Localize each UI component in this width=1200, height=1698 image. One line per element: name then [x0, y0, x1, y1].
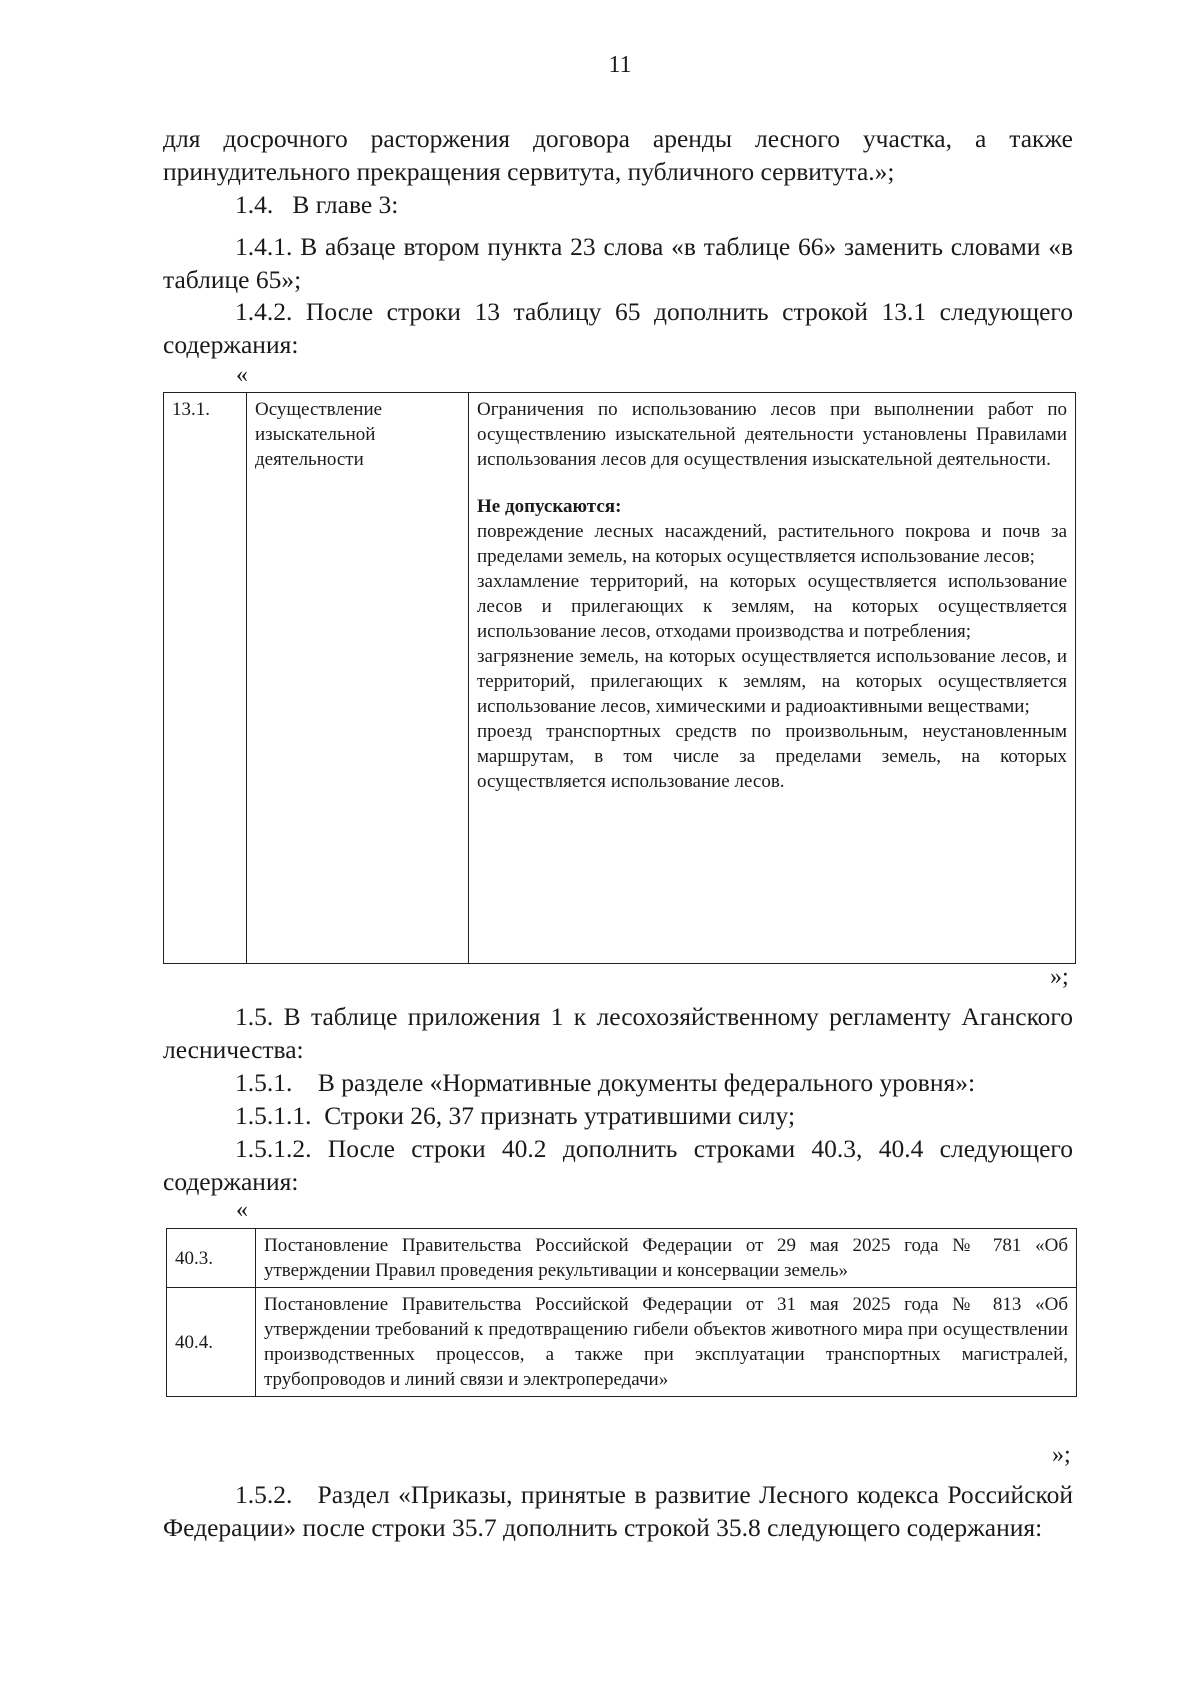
paragraph-1-5-1-1: 1.5.1.1. Строки 26, 37 признать утратившими силу;	[235, 1101, 796, 1130]
table2-text-cell: Постановление Правительства Российской Федерации от 29 мая 2025 года № 781 «Об утверждении Правил проведения рекультивации и консервации земель»	[256, 1229, 1077, 1288]
table1-item: захламление территорий, на которых осуществляется использование лесов и прилегающих к землям, на которых осуществляется использование лесов, отходами производства и потребления;	[477, 571, 1067, 642]
open-quote-table1: «	[236, 362, 248, 388]
page-number: 11	[608, 52, 632, 78]
paragraph-1-4: 1.4. В главе 3:	[235, 190, 399, 219]
open-quote-table2: «	[236, 1197, 248, 1223]
paragraph-1-4-2: 1.4.2. После строки 13 таблицу 65 дополнить строкой 13.1 следующего содержания:	[163, 297, 1073, 359]
table1-rules-cell	[469, 393, 1076, 964]
table-row	[167, 1229, 1077, 1288]
close-quote-table2: »;	[1052, 1442, 1071, 1468]
table1-item: повреждение лесных насаждений, растительного покрова и почв за пределами земель, на которых осуществляется использование лесов;	[477, 521, 1067, 567]
table-rows-40-3-40-4	[166, 1228, 1077, 1397]
table1-activity-cell: Осуществление изыскательной деятельности	[247, 393, 469, 964]
table-row	[167, 1288, 1077, 1397]
paragraph-1-5-1-2: 1.5.1.2. После строки 40.2 дополнить строками 40.3, 40.4 следующего содержания:	[163, 1134, 1073, 1196]
close-quote-table1: »;	[1050, 964, 1069, 990]
table2-num-cell: 40.4.	[167, 1288, 256, 1397]
table1-not-allowed-heading: Не допускаются:	[477, 496, 622, 517]
table1-item: загрязнение земель, на которых осуществляется использование лесов, и территорий, прилегающих к землям, на которых осуществляется использование лесов, химическими и радиоактивными веществами;	[477, 646, 1067, 717]
table2-text-cell: Постановление Правительства Российской Федерации от 31 мая 2025 года № 813 «Об утверждении требований к предотвращению гибели объектов животного мира при осуществлении производственных процессов, а также при эксплуатации транспортных магистралей, трубопроводов и линий связи и электропередачи»	[256, 1288, 1077, 1397]
paragraph-1-5: 1.5. В таблице приложения 1 к лесохозяйственному регламенту Аганского лесничества:	[163, 1002, 1073, 1064]
table1-restriction-text: Ограничения по использованию лесов при выполнении работ по осуществлению изыскательной деятельности установлены Правилами использования лесов для осуществления изыскательной деятельности.	[477, 399, 1067, 470]
paragraph-1-4-1: 1.4.1. В абзаце втором пункта 23 слова «в таблице 66» заменить словами «в таблице 65»;	[163, 232, 1073, 294]
table2-num-cell: 40.3.	[167, 1229, 256, 1288]
table1-item: проезд транспортных средств по произвольным, неустановленным маршрутам, в том числе за пределами земель, на которых осуществляется использование лесов.	[477, 721, 1067, 792]
paragraph-intro: для досрочного расторжения договора аренды лесного участка, а также принудительного прекращения сервитута, публичного сервитута.»;	[163, 124, 1073, 186]
paragraph-1-5-2: 1.5.2. Раздел «Приказы, принятые в развитие Лесного кодекса Российской Федерации» после строки 35.7 дополнить строкой 35.8 следующего содержания:	[163, 1480, 1073, 1542]
table1-num-cell: 13.1.	[164, 393, 247, 964]
paragraph-1-5-1: 1.5.1. В разделе «Нормативные документы федерального уровня»:	[235, 1068, 976, 1097]
table-row-13-1	[163, 392, 1076, 964]
